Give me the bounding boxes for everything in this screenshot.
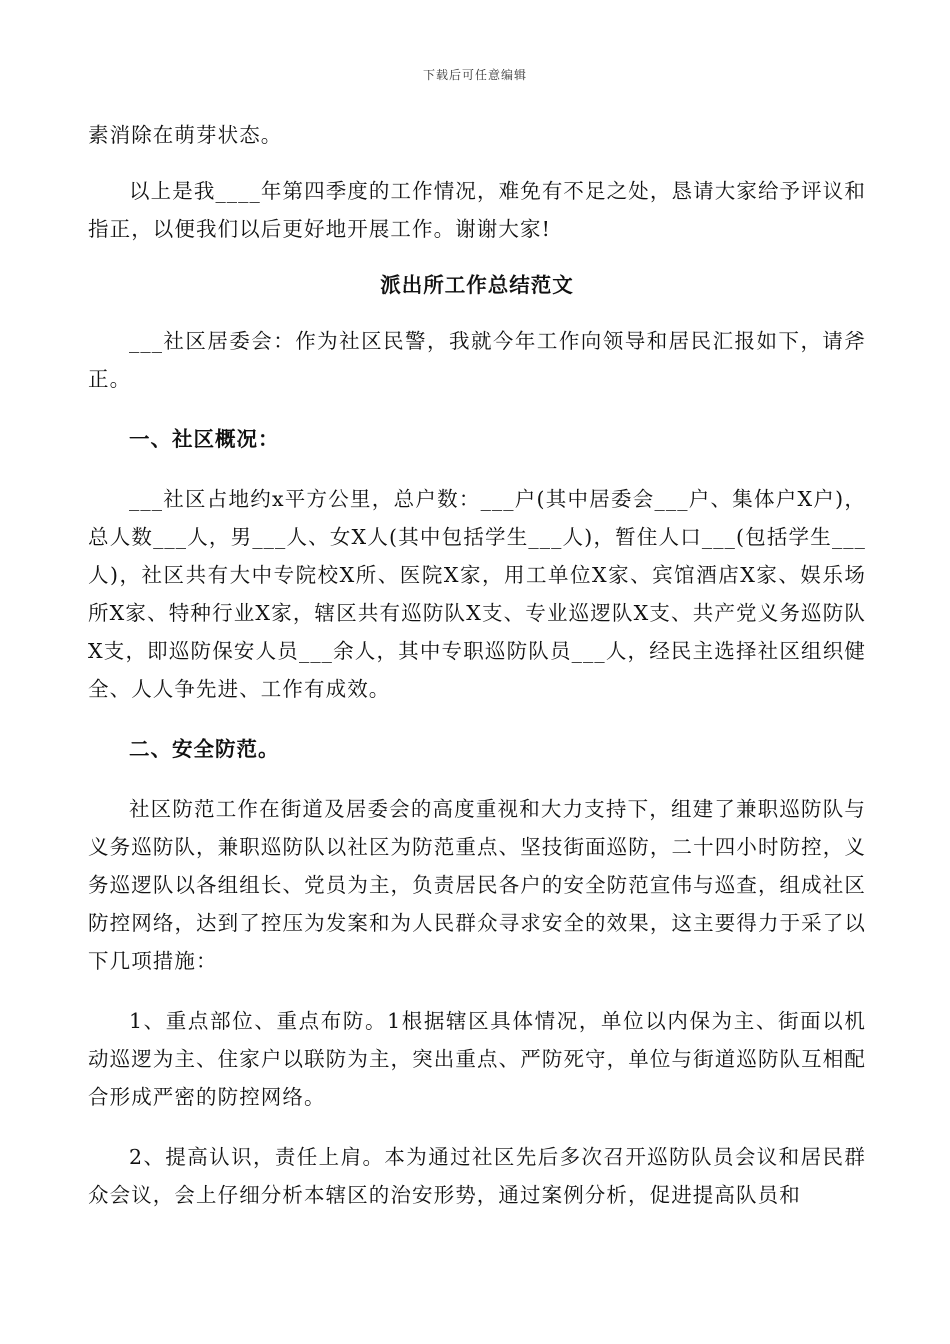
paragraph-overview: ___社区占地约x平方公里，总户数：___户(其中居委会___户、集体户X户)，总人数___人，男___人、女X人(其中包括学生___人)，暂住人口___(包括学生___人)，社区共有大中专院校X所、医院X家，用工单位X家、宾馆酒店X家、娱乐场所X家、特种行业X家，辖区共有巡防队X支、专业巡逻队X支、共产党义务巡防队X支，即巡防保安人员___余人，其中专职巡防队员___人，经民主选择社区组织健全、人人争先进、工作有成效。 xyxy=(88,487,866,701)
section-heading-safety: 二、安全防范。 xyxy=(129,737,280,761)
document-body xyxy=(88,116,866,1214)
paragraph-closing: 以上是我____年第四季度的工作情况，难免有不足之处，恳请大家给予评议和指正，以便我们以后更好地开展工作。谢谢大家! xyxy=(88,179,866,241)
paragraph-safety: 社区防范工作在街道及居委会的高度重视和大力支持下，组建了兼职巡防队与义务巡防队，兼职巡防队以社区为防范重点、坚技街面巡防，二十四小时防控，义务巡逻队以各组组长、党员为主，负责居民各户的安全防范宣伟与巡查，组成社区防控网络，达到了控压为发案和为人民群众寻求安全的效果，这主要得力于采了以下几项措施： xyxy=(88,797,866,973)
section-heading-overview: 一、社区概况： xyxy=(129,427,280,451)
paragraph-intro: ___社区居委会：作为社区民警，我就今年工作向领导和居民汇报如下，请斧正。 xyxy=(88,329,866,391)
header-note: 下载后可任意编辑 xyxy=(422,68,527,82)
paragraph-item-2: 2、提高认识，责任上肩。本为通过社区先后多次召开巡防队员会议和居民群众会议，会上仔细分析本辖区的治安形势，通过案例分析，促进提高队员和 xyxy=(88,1145,866,1207)
document-title: 派出所工作总结范文 xyxy=(380,273,574,297)
paragraph-item-1: 1、重点部位、重点布防。1根据辖区具体情况，单位以内保为主、街面以机动巡逻为主、住家户以联防为主，突出重点、严防死守，单位与街道巡防队互相配合形成严密的防控网络。 xyxy=(88,1009,866,1109)
paragraph-continued: 素消除在萌芽状态。 xyxy=(88,123,283,147)
